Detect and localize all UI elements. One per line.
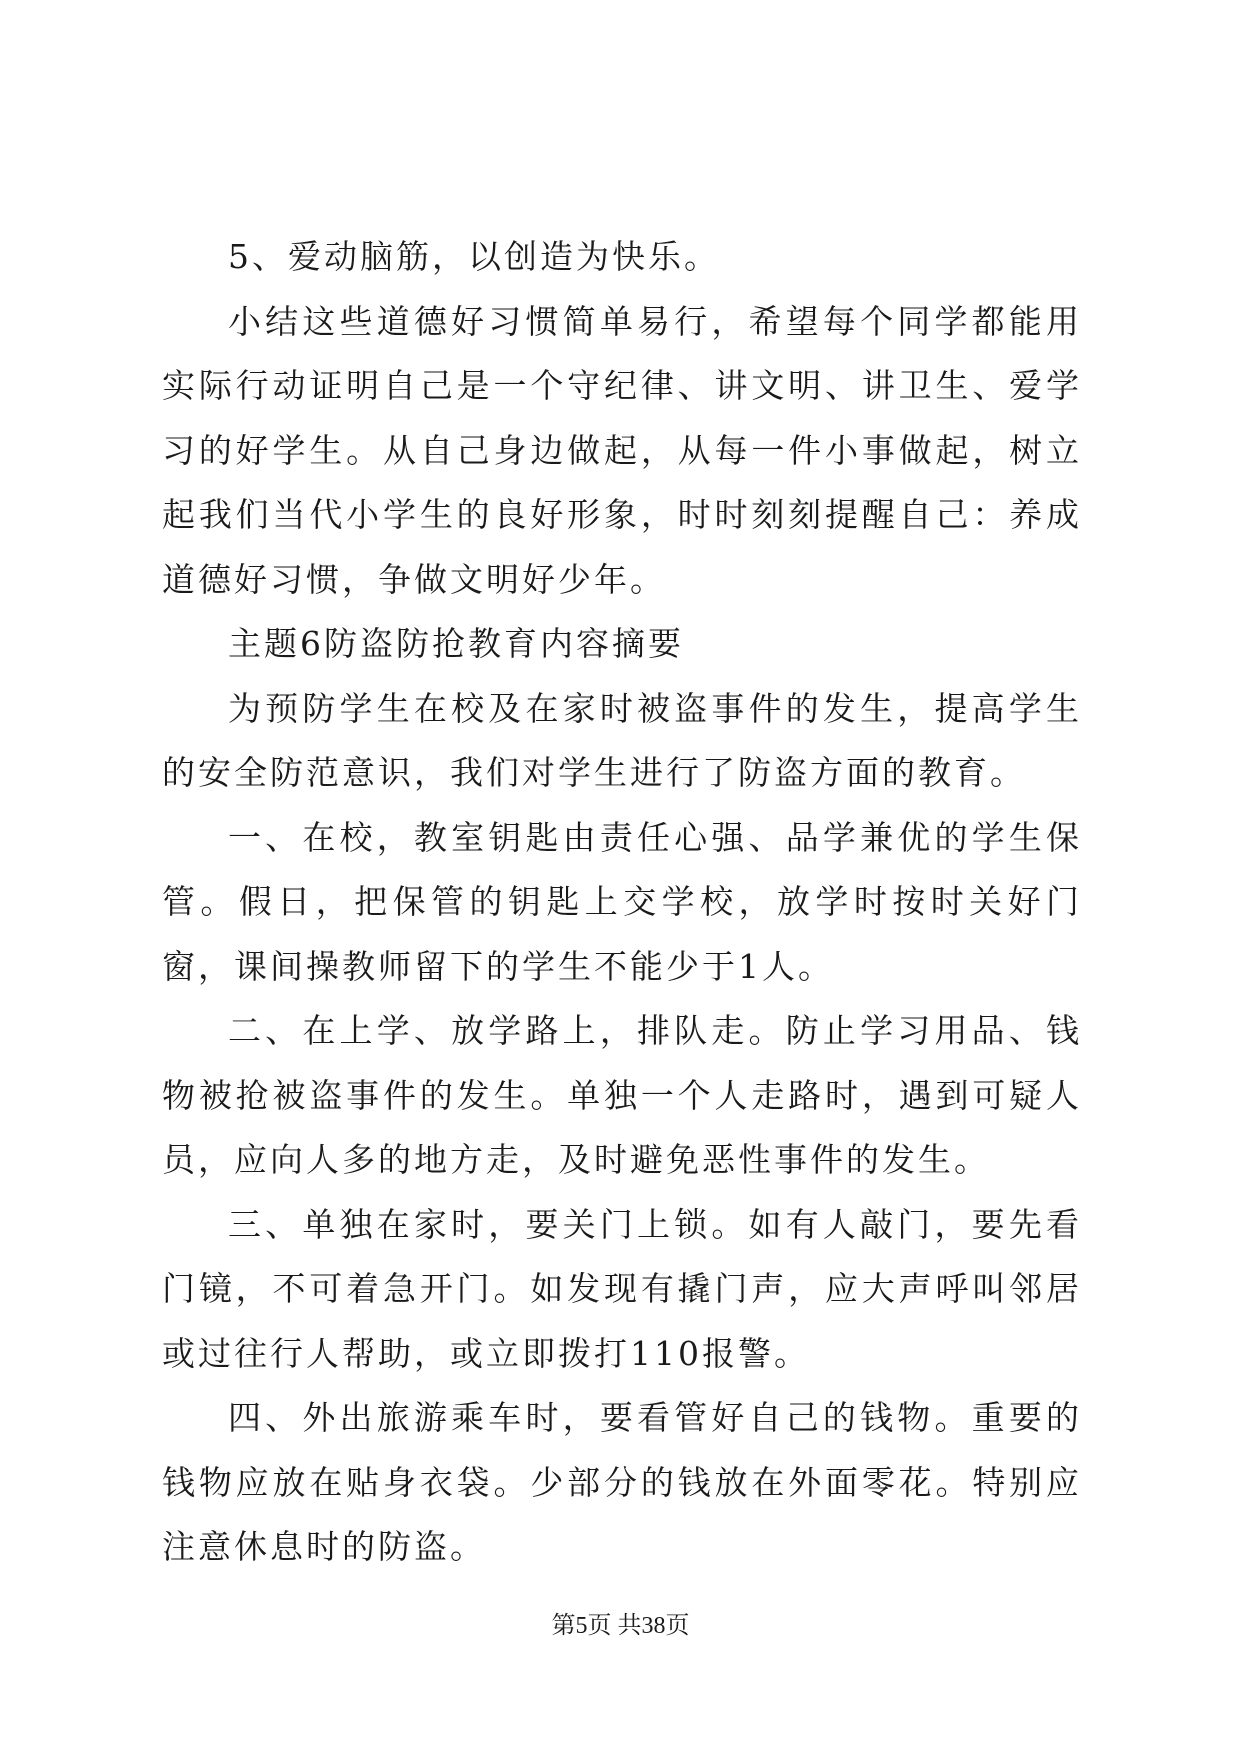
paragraph-point-4: 四、外出旅游乘车时，要看管好自己的钱物。重要的钱物应放在贴身衣袋。少部分的钱放在外面零花。特别应注意休息时的防盗。	[162, 1398, 1082, 1566]
paragraph-point-3: 三、单独在家时，要关门上锁。如有人敲门，要先看门镜，不可着急开门。如发现有撬门声，应大声呼叫邻居或过往行人帮助，或立即拨打110报警。	[162, 1204, 1082, 1373]
paragraph-intro: 为预防学生在校及在家时被盗事件的发生，提高学生的安全防范意识，我们对学生进行了防盗方面的教育。	[162, 688, 1082, 792]
paragraph-point-2: 二、在上学、放学路上，排队走。防止学习用品、钱物被抢被盗事件的发生。单独一个人走路时，遇到可疑人员，应向人多的地方走，及时避免恶性事件的发生。	[162, 1011, 1082, 1179]
paragraph-point-1: 一、在校，教室钥匙由责任心强、品学兼优的学生保管。假日，把保管的钥匙上交学校，放学时按时关好门窗，课间操教师留下的学生不能少于1人。	[162, 817, 1082, 986]
paragraph-summary: 小结这些道德好习惯简单易行，希望每个同学都能用实际行动证明自己是一个守纪律、讲文明、讲卫生、爱学习的好学生。从自己身边做起，从每一件小事做起，树立起我们当代小学生的良好形象，时时刻刻提醒自己：养成道德好习惯，争做文明好少年。	[162, 301, 1082, 599]
section-heading: 主题6防盗防抢教育内容摘要	[228, 624, 684, 663]
document-body	[162, 225, 1082, 1580]
page-footer	[0, 1610, 1241, 1642]
page-number: 第5页 共38页	[551, 1613, 690, 1639]
paragraph-item-5: 5、爱动脑筋，以创造为快乐。	[228, 237, 720, 276]
